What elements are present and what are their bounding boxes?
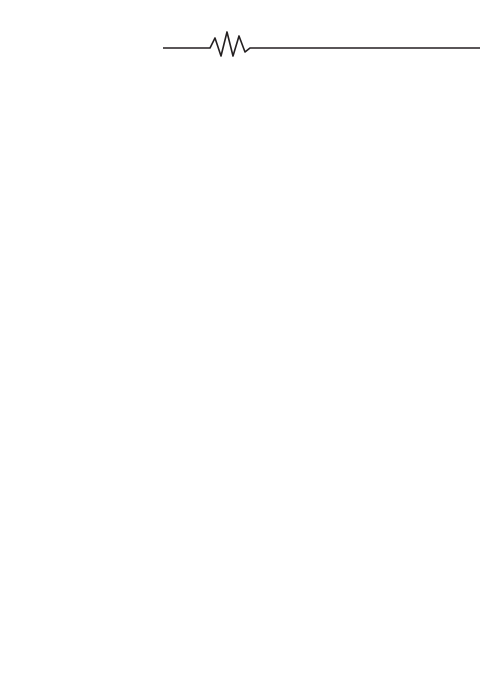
running-header (0, 0, 480, 60)
header-heartbeat-rule (0, 28, 480, 58)
